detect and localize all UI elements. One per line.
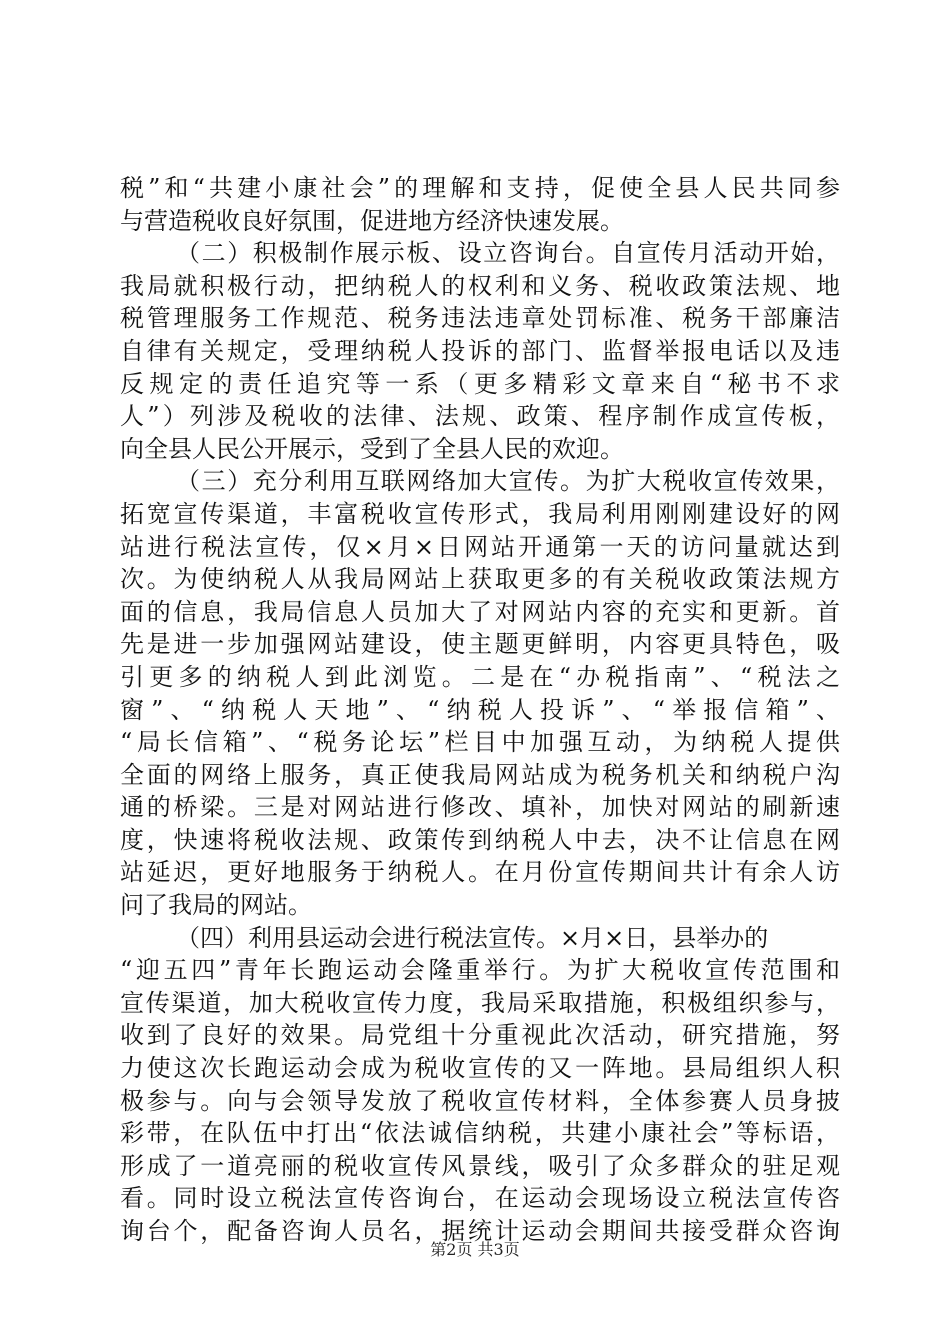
text-line: 拓宽宣传渠道，丰富税收宣传形式，我局利用刚刚建设好的网	[120, 499, 840, 528]
text-line: 站延迟，更好地服务于纳税人。在月份宣传期间共计有余人访	[120, 858, 840, 887]
page-footer: 第2页 共3页	[430, 1240, 520, 1259]
text-line: 力使这次长跑运动会成为税收宣传的又一阵地。县局组织人积	[120, 1054, 840, 1083]
text-line: 宣传渠道，加大税收宣传力度，我局采取措施，积极组织参与，	[120, 988, 840, 1017]
text-line: 税”和“共建小康社会”的理解和支持，促使全县人民共同参	[120, 174, 840, 202]
text-line: “局长信箱”、“税务论坛”栏目中加强互动，为纳税人提供	[120, 728, 840, 757]
text-line: 彩带，在队伍中打出“依法诚信纳税，共建小康社会”等标语，	[120, 1119, 840, 1148]
text-line: 自律有关规定，受理纳税人投诉的部门、监督举报电话以及违	[120, 336, 840, 365]
text-line: 全面的网络上服务，真正使我局网站成为税务机关和纳税户沟	[120, 760, 840, 789]
text-line: 人”）列涉及税收的法律、法规、政策、程序制作成宣传板，	[120, 402, 840, 431]
text-line: 次。为使纳税人从我局网站上获取更多的有关税收政策法规方	[120, 565, 840, 594]
paragraph-heading-line: （四）利用县运动会进行税法宣传。×月×日，县举办的	[176, 923, 769, 952]
document-body	[120, 172, 840, 1248]
text-line: 极参与。向与会领导发放了税收宣传材料，全体参赛人员身披	[120, 1086, 840, 1115]
text-line: 与营造税收良好氛围，促进地方经济快速发展。	[120, 206, 624, 235]
text-line: 形成了一道亮丽的税收宣传风景线，吸引了众多群众的驻足观	[120, 1151, 840, 1180]
text-line: 我局就积极行动，把纳税人的权利和义务、税收政策法规、地	[120, 271, 840, 300]
text-line: 看。同时设立税法宣传咨询台，在运动会现场设立税法宣传咨	[120, 1184, 840, 1213]
text-line: 度，快速将税收法规、政策传到纳税人中去，决不让信息在网	[120, 825, 840, 854]
text-line: 收到了良好的效果。局党组十分重视此次活动，研究措施，努	[120, 1021, 840, 1050]
text-line: “迎五四”青年长跑运动会隆重举行。为扩大税收宣传范围和	[120, 956, 840, 985]
text-line: 引更多的纳税人到此浏览。二是在“办税指南”、“税法之	[120, 662, 840, 691]
text-line: 向全县人民公开展示，受到了全县人民的欢迎。	[120, 434, 624, 463]
text-line: 站进行税法宣传，仅×月×日网站开通第一天的访问量就达到	[120, 532, 840, 561]
text-line: 通的桥梁。三是对网站进行修改、填补，加快对网站的刷新速	[120, 793, 840, 822]
paragraph-heading-line: （二）积极制作展示板、设立咨询台。自宣传月活动开始，	[176, 239, 840, 268]
paragraph-heading-line: （三）充分利用互联网络加大宣传。为扩大税收宣传效果，	[176, 467, 840, 496]
text-line: 询台个，配备咨询人员名，据统计运动会期间共接受群众咨询	[120, 1217, 840, 1245]
text-line: 税管理服务工作规范、税务违法违章处罚标准、税务干部廉洁	[120, 304, 840, 333]
text-line: 先是进一步加强网站建设，使主题更鲜明，内容更具特色，吸	[120, 630, 840, 659]
text-line: 面的信息，我局信息人员加大了对网站内容的充实和更新。首	[120, 597, 840, 626]
text-line: 反规定的责任追究等一系（更多精彩文章来自“秘书不求	[120, 369, 840, 398]
text-line: 窗”、“纳税人天地”、“纳税人投诉”、“举报信箱”、	[120, 695, 840, 724]
text-line: 问了我局的网站。	[120, 891, 312, 920]
